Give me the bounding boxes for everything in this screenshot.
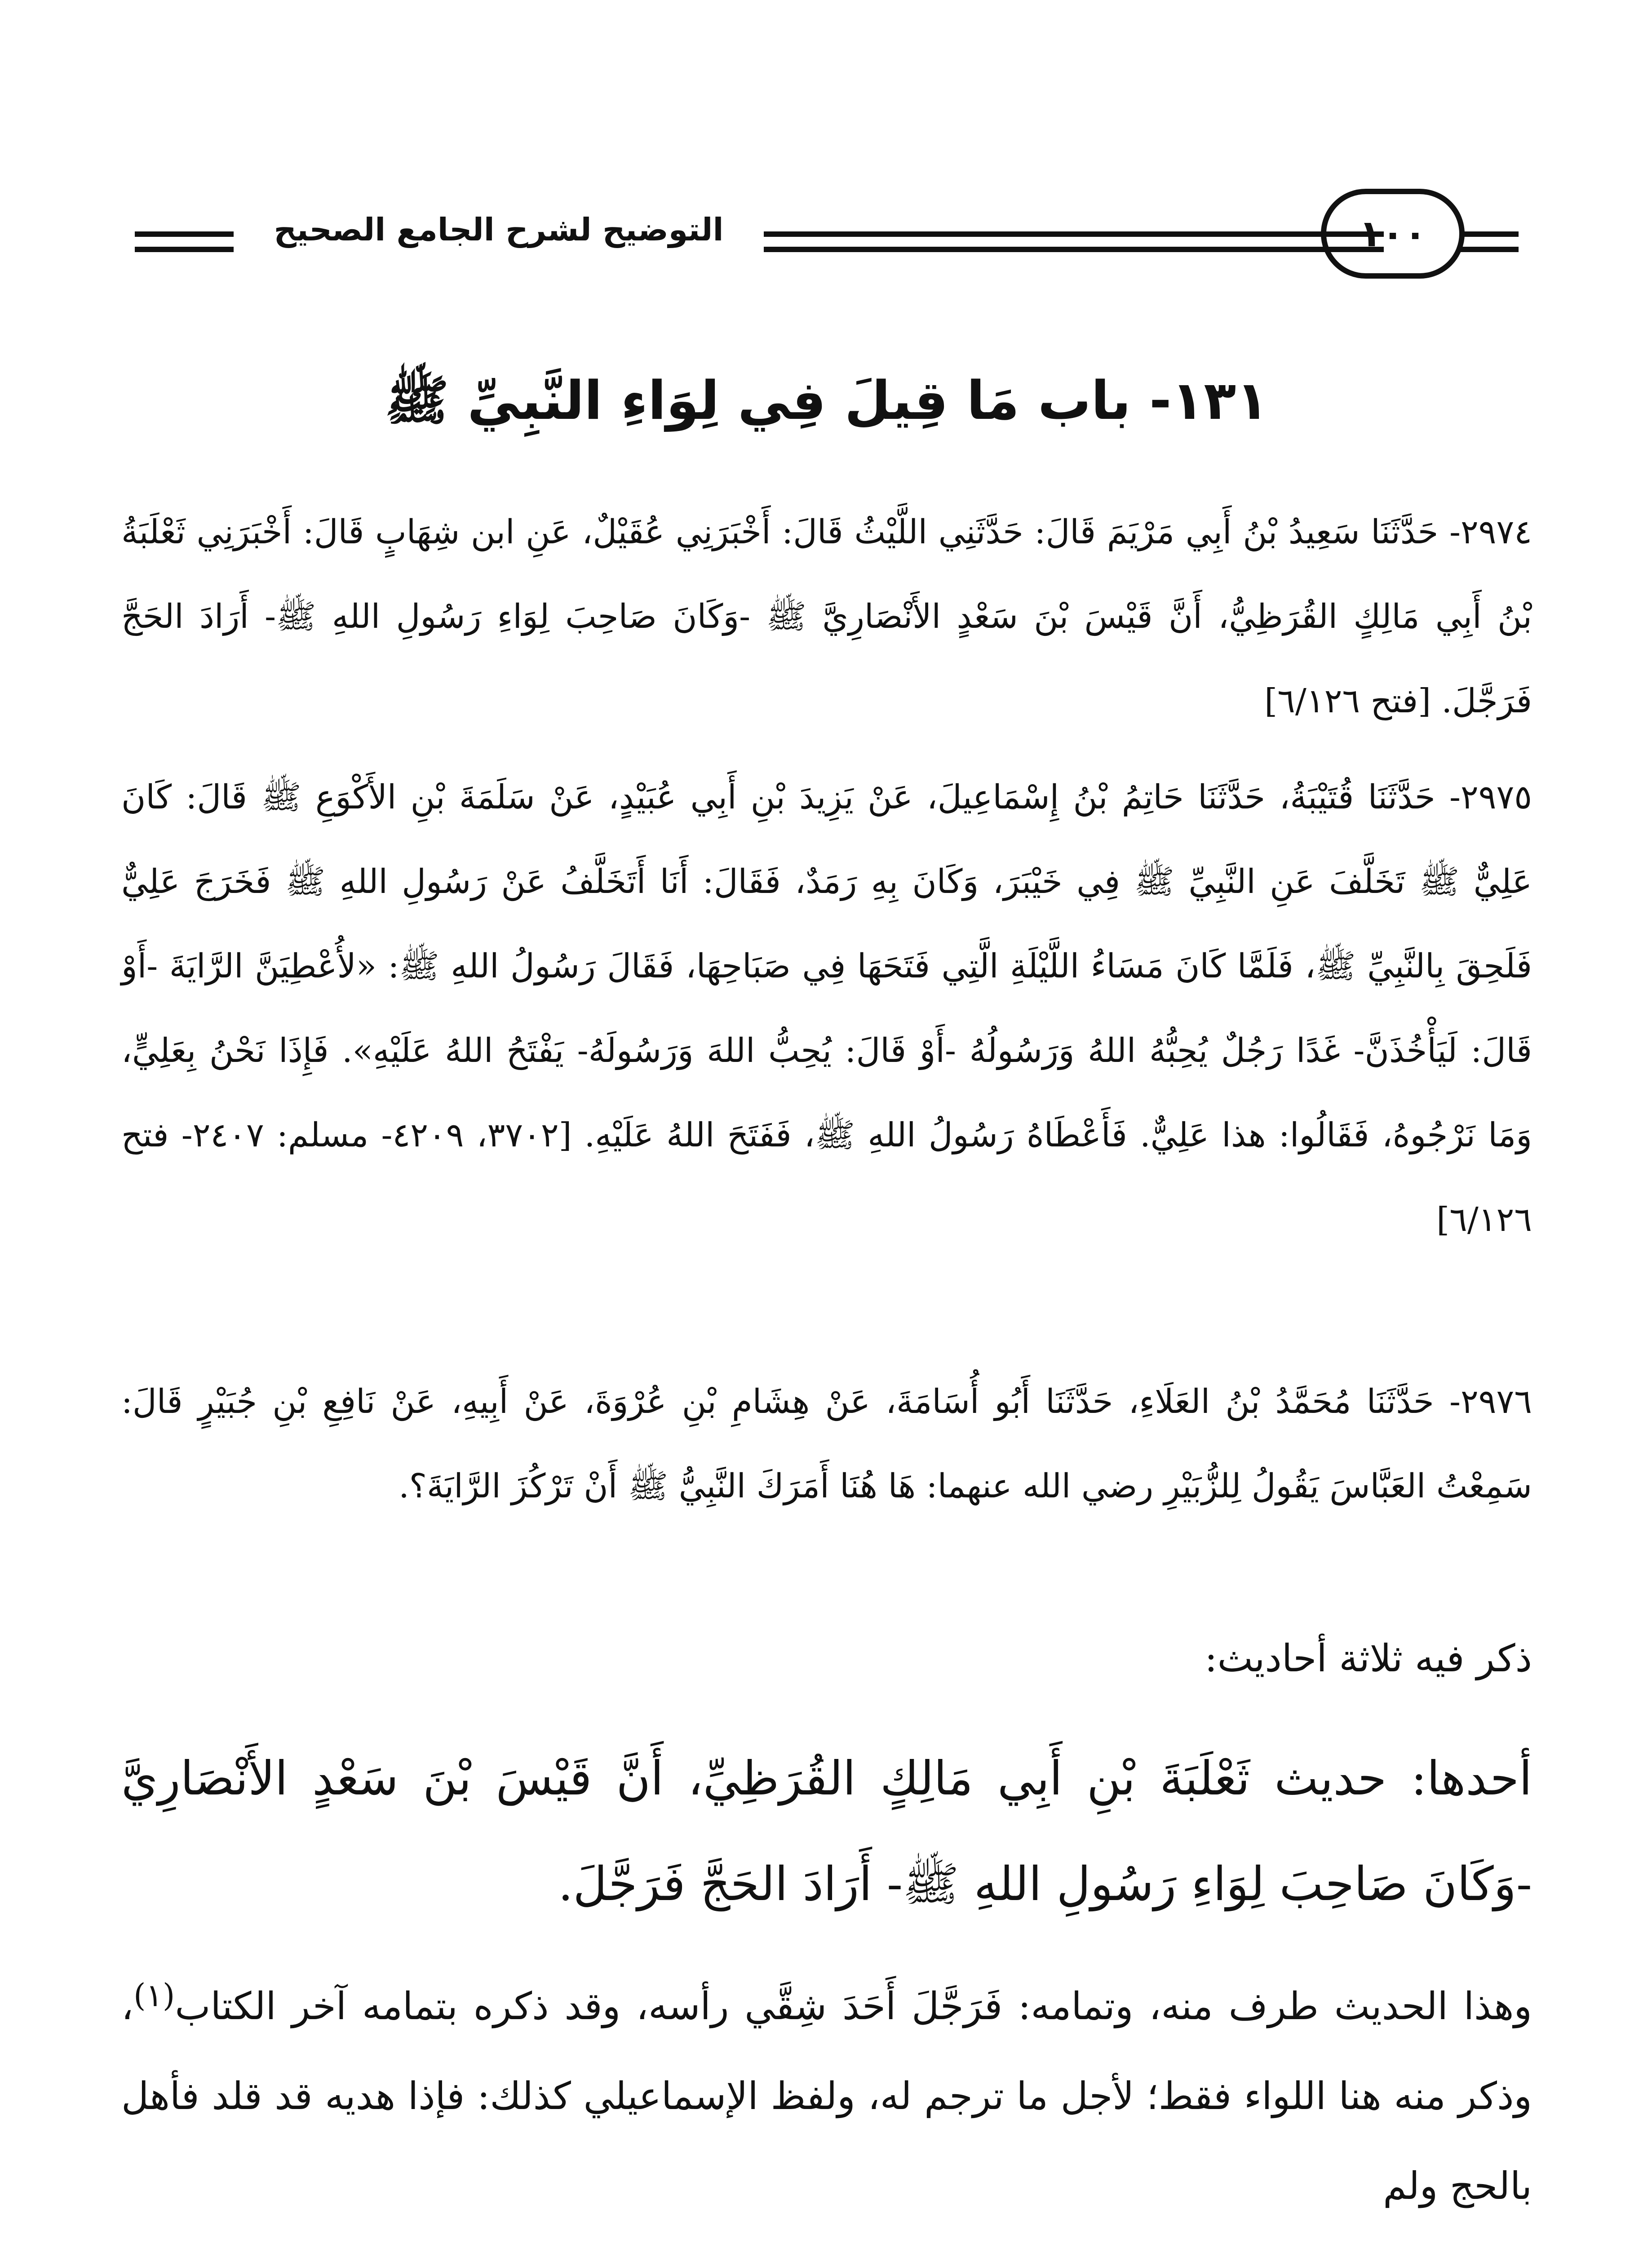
commentary-text-a: وهذا الحديث طرف منه، وتمامه: فَرَجَّلَ أَحَدَ شِقَّي رأسه، وقد ذكره بتمامه آخر الكتاب [175, 1984, 1532, 2028]
page-number: ١٠٠ [1359, 212, 1427, 255]
commentary-first-hadith: أحدها: حديث ثَعْلَبَةَ بْنِ أَبِي مَالِكٍ القُرَظِيِّ، أَنَّ قَيْسَ بْنَ سَعْدٍ الأَنْصَارِيَّ -وَكَانَ صَاحِبَ لِوَاءِ رَسُولِ اللهِ ﷺ- أَرَادَ الحَجَّ فَرَجَّلَ. [121, 1751, 1532, 1911]
commentary-paragraph [121, 1950, 1532, 2231]
header-rule-left [135, 231, 234, 252]
hadith-2975: ٢٩٧٥- حَدَّثَنَا قُتَيْبَةُ، حَدَّثَنَا حَاتِمُ بْنُ إِسْمَاعِيلَ، عَنْ يَزِيدَ بْنِ أَبِي عُبَيْدٍ، عَنْ سَلَمَةَ بْنِ الأَكْوَعِ ﷺ قَالَ: كَانَ عَلِيٌّ ﷺ تَخَلَّفَ عَنِ النَّبِيِّ ﷺ فِي خَيْبَرَ، وَكَانَ بِهِ رَمَدٌ، فَقَالَ: أَنَا أَتَخَلَّفُ عَنْ رَسُولِ اللهِ ﷺ فَخَرَجَ عَلِيٌّ فَلَحِقَ بِالنَّبِيِّ ﷺ، فَلَمَّا كَانَ مَسَاءُ اللَّيْلَةِ الَّتِي فَتَحَهَا فِي صَبَاحِهَا، فَقَالَ رَسُولُ اللهِ ﷺ: «لأُعْطِيَنَّ الرَّايَةَ -أَوْ قَالَ: لَيَأْخُذَنَّ- غَدًا رَجُلٌ يُحِبُّهُ اللهُ وَرَسُولُهُ -أَوْ قَالَ: يُحِبُّ اللهَ وَرَسُولَهُ- يَفْتَحُ اللهُ عَلَيْهِ». فَإِذَا نَحْنُ بِعَلِيٍّ، وَمَا نَرْجُوهُ، فَقَالُوا: هذا عَلِيٌّ. فَأَعْطَاهُ رَسُولُ اللهِ ﷺ، فَفَتَحَ اللهُ عَلَيْهِ. [٣٧٠٢، ٤٢٠٩- مسلم: ٢٤٠٧- فتح ٦/١٢٦] [121, 778, 1532, 1239]
hadith-2976: ٢٩٧٦- حَدَّثَنَا مُحَمَّدُ بْنُ العَلَاءِ، حَدَّثَنَا أَبُو أُسَامَةَ، عَنْ هِشَامِ بْنِ عُرْوَةَ، عَنْ أَبِيهِ، عَنْ نَافِعِ بْنِ جُبَيْرٍ قَالَ: سَمِعْتُ العَبَّاسَ يَقُولُ لِلزُّبَيْرِ رضي الله عنهما: هَا هُنَا أَمَرَكَ النَّبِيُّ ﷺ أَنْ تَرْكُزَ الرَّايَةَ؟. [121, 1382, 1532, 1505]
commentary-intro: ذكر فيه ثلاثة أحاديث: [1205, 1636, 1532, 1680]
chapter-title: ١٣١- باب مَا قِيلَ فِي لِوَاءِ النَّبِيِّ ﷺ [385, 369, 1269, 431]
page-number-badge [1321, 189, 1465, 279]
header-rule-right [1460, 231, 1519, 252]
book-title: التوضيح لشرح الجامع الصحيح [274, 211, 724, 248]
header-rule-middle [764, 231, 1384, 252]
footnote-reference: (١) [133, 1977, 175, 2014]
running-header [135, 189, 1519, 297]
hadith-2974: ٢٩٧٤- حَدَّثَنَا سَعِيدُ بْنُ أَبِي مَرْيَمَ قَالَ: حَدَّثَنِي اللَّيْثُ قَالَ: أَخْبَرَنِي عُقَيْلٌ، عَنِ ابن شِهَابٍ قَالَ: أَخْبَرَنِي ثَعْلَبَةُ بْنُ أَبِي مَالِكٍ القُرَظِيُّ، أَنَّ قَيْسَ بْنَ سَعْدٍ الأَنْصَارِيَّ ﷺ -وَكَانَ صَاحِبَ لِوَاءِ رَسُولِ اللهِ ﷺ- أَرَادَ الحَجَّ فَرَجَّلَ. [فتح ٦/١٢٦] [121, 513, 1532, 720]
commentary-text-b: ، وذكر منه هنا اللواء فقط؛ لأجل ما ترجم له، ولفظ الإسماعيلي كذلك: فإذا هديه قد قلد فأهل بالحج ولم [121, 1984, 1532, 2208]
